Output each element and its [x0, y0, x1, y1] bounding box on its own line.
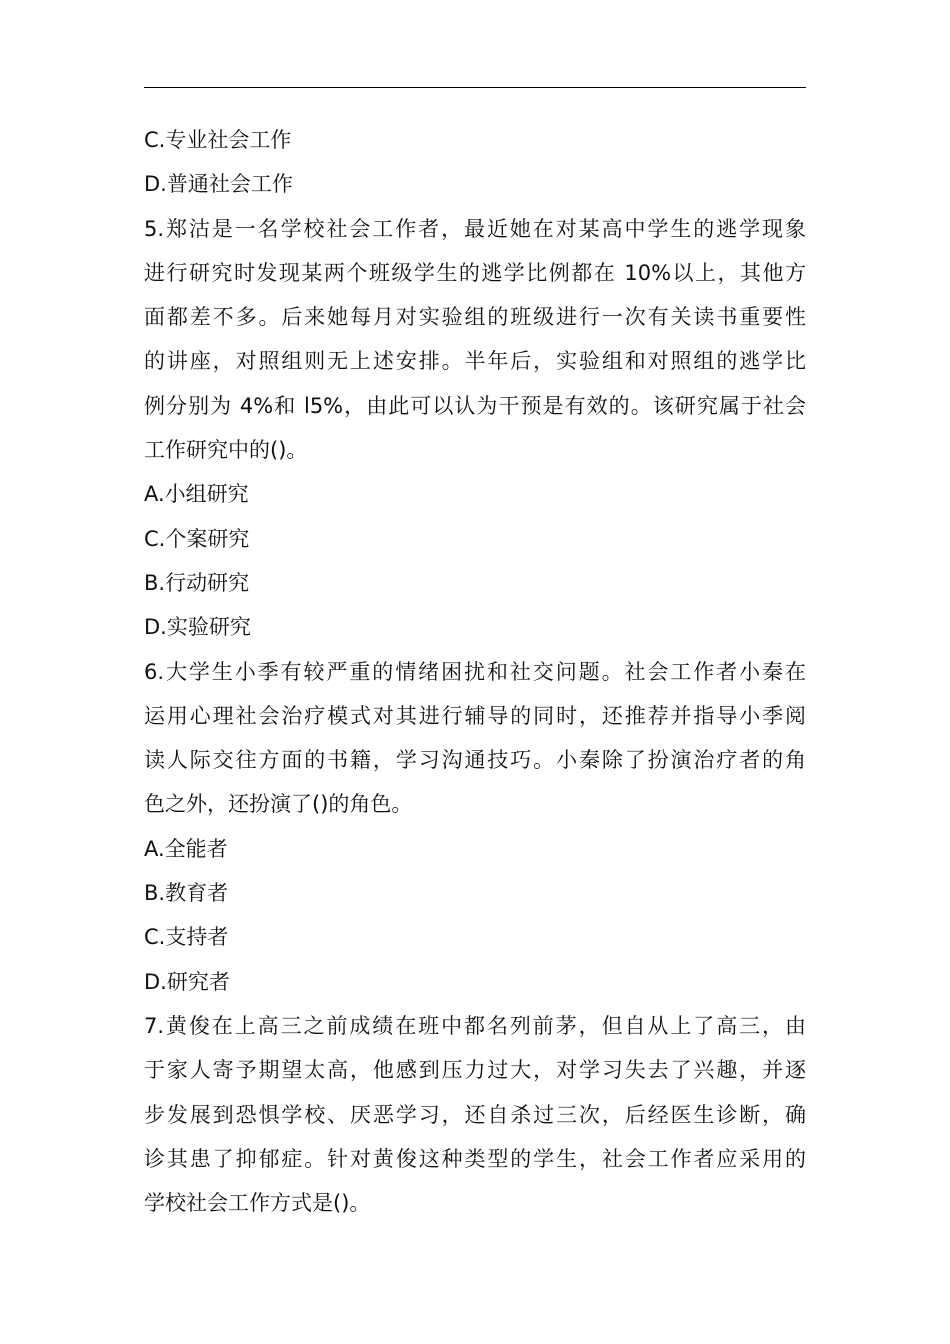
question-7-line: 于家人寄予期望太高，他感到压力过大，对学习失去了兴趣，并逐: [144, 1058, 806, 1083]
question-5-line: 进行研究时发现某两个班级学生的逃学比例都在 10%以上，其他方: [144, 260, 806, 285]
question-5-line: 工作研究中的()。: [144, 438, 308, 463]
question-5-stem: [144, 207, 806, 473]
question-4-options: [144, 118, 806, 207]
question-6-options: [144, 827, 806, 1004]
option-d: D.实验研究: [144, 615, 251, 640]
question-5-line: 的讲座，对照组则无上述安排。半年后，实验组和对照组的逃学比: [144, 349, 806, 374]
option-c: C.个案研究: [144, 526, 250, 551]
question-7-stem: [144, 1004, 806, 1225]
option-a: A.小组研究: [144, 482, 249, 507]
document-body: [144, 118, 806, 1225]
question-7-line: 7.黄俊在上高三之前成绩在班中都名列前茅，但自从上了高三，由: [144, 1013, 806, 1038]
question-5-line: 面都差不多。后来她每月对实验组的班级进行一次有关读书重要性: [144, 305, 806, 330]
question-6-line: 色之外，还扮演了()的角色。: [144, 792, 413, 817]
option-d: D.普通社会工作: [144, 172, 293, 197]
question-7-line: 步发展到恐惧学校、厌恶学习，还自杀过三次，后经医生诊断，确: [144, 1102, 806, 1127]
question-6-line: 读人际交往方面的书籍，学习沟通技巧。小秦除了扮演治疗者的角: [144, 748, 806, 773]
question-7-line: 学校社会工作方式是()。: [144, 1191, 371, 1216]
question-7-line: 诊其患了抑郁症。针对黄俊这种类型的学生，社会工作者应采用的: [144, 1146, 806, 1171]
question-5-options: [144, 472, 806, 649]
question-6-line: 运用心理社会治疗模式对其进行辅导的同时，还推荐并指导小季阅: [144, 703, 806, 728]
question-5-line: 5.郑沽是一名学校社会工作者，最近她在对某高中学生的逃学现象: [144, 216, 806, 241]
option-b: B.行动研究: [144, 570, 250, 595]
question-6-stem: [144, 650, 806, 827]
option-a: A.全能者: [144, 836, 228, 861]
question-5-line: 例分别为 4%和 l5%，由此可以认为干预是有效的。该研究属于社会: [144, 393, 806, 418]
option-c: C.支持者: [144, 925, 229, 950]
header-rule: [144, 87, 806, 88]
option-b: B.教育者: [144, 881, 229, 906]
option-c: C.专业社会工作: [144, 128, 292, 152]
option-d: D.研究者: [144, 969, 230, 994]
question-6-line: 6.大学生小季有较严重的情绪困扰和社交问题。社会工作者小秦在: [144, 659, 806, 684]
